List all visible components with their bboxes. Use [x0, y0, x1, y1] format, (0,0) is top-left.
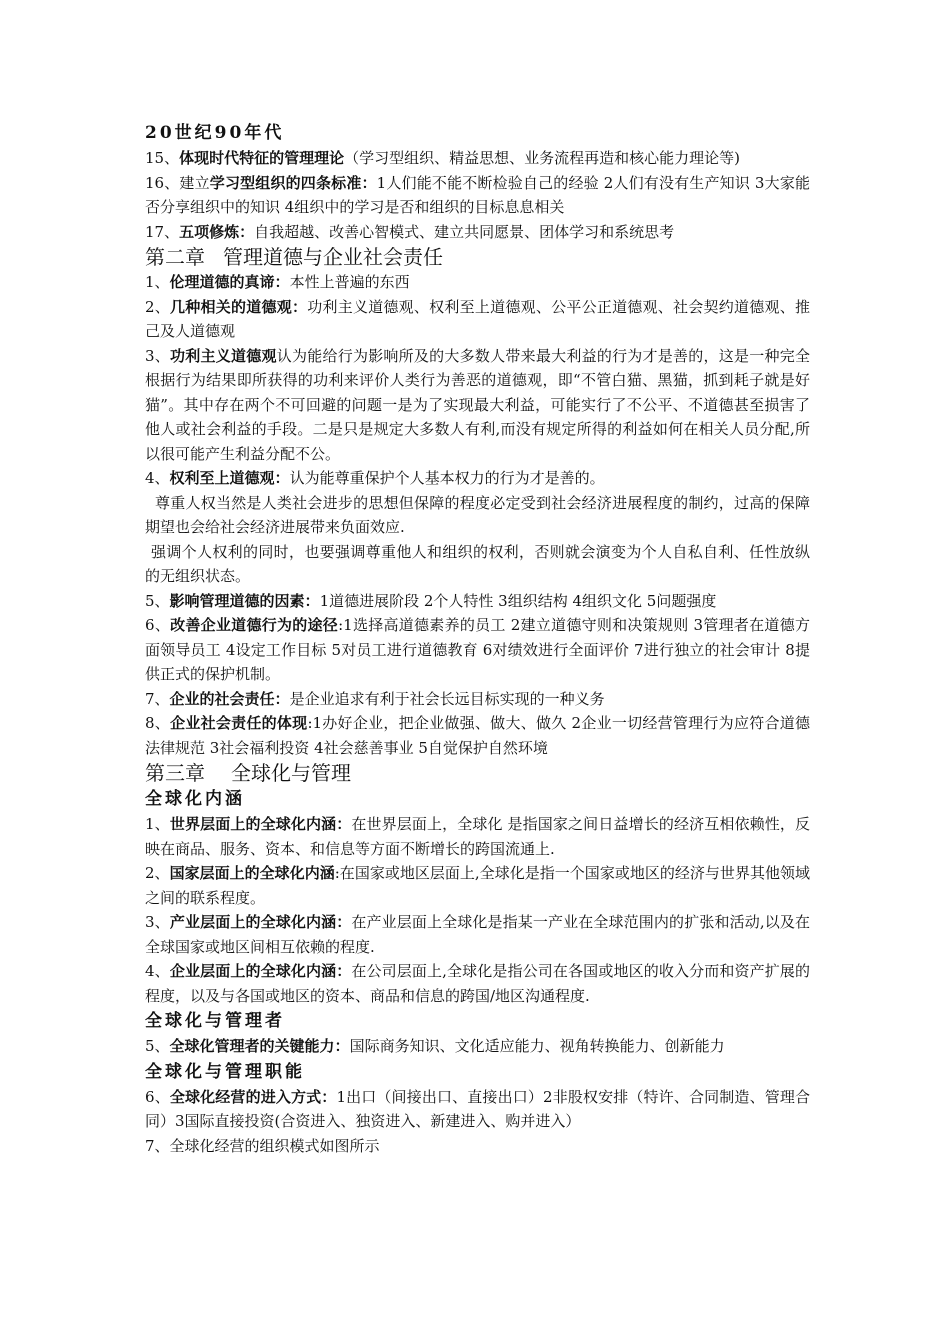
ch2-item-4 — [145, 466, 810, 491]
item-number: 2、 — [145, 864, 170, 882]
ch2-item-6 — [145, 613, 810, 687]
item-term: 几种相关的道德观： — [170, 297, 308, 316]
item-number: 6、 — [145, 616, 171, 634]
item-text: （学习型组织、精益思想、业务流程再造和核心能力理论等) — [344, 149, 740, 167]
ch3-item-7: 7、全球化经营的组织模式如图所示 — [145, 1136, 380, 1155]
section-heading-1990s: 20世纪90年代 — [145, 123, 285, 143]
ch3-item-3 — [145, 910, 810, 959]
ch2-item-2 — [145, 295, 810, 344]
item-term: 全球化管理者的关键能力： — [169, 1037, 350, 1055]
chapter-title: 全球化与管理 — [231, 761, 351, 785]
item-text: 在世界层面上，全球化 是指国家之间日益增长的经济互相依赖性，反映在商品、服务、资本、和信息等方面不断增长的跨国流通上. — [145, 815, 810, 858]
item-number: 7、 — [145, 689, 170, 708]
item-number: 2、 — [145, 297, 171, 316]
ch3-item-4 — [145, 959, 810, 1008]
ch2-item-4-para-2: 尊重人权当然是人类社会进步的思想但保障的程度必定受到社会经济进展程度的制约，过高的保障期望也会给社会经济进展带来负面效应. — [145, 493, 810, 536]
item-15 — [145, 146, 810, 171]
ch2-item-1 — [145, 270, 810, 295]
item-number: 5、 — [145, 1037, 170, 1055]
item-term: 企业层面上的全球化内涵： — [169, 962, 352, 980]
item-number: 17、 — [145, 222, 180, 241]
item-term: 国家层面上的全球化内涵 — [169, 864, 335, 882]
section-heading-globalization-functions: 全球化与管理职能 — [145, 1061, 305, 1082]
item-text: 在产业层面上全球化是指某一产业在全球范围内的扩张和活动,以及在全球国家或地区间相互依赖的程度. — [145, 913, 810, 956]
item-term: 企业社会责任的体现 — [170, 714, 308, 732]
chapter-number: 第二章 — [145, 245, 205, 269]
item-text: 1出口（间接出口、直接出口）2非股权安排（特许、合同制造、管理合同）3国际直接投资(合资进入、独资进入、新建进入、购并进入） — [145, 1087, 810, 1130]
ch3-item-5 — [145, 1034, 810, 1059]
item-number: 4、 — [145, 469, 170, 487]
item-term: 世界层面上的全球化内涵： — [169, 815, 352, 833]
ch3-item-2 — [145, 861, 810, 910]
item-16 — [145, 171, 810, 220]
chapter-title: 管理道德与企业社会责任 — [223, 245, 443, 269]
item-17 — [145, 220, 810, 245]
item-text: 认为能给行为影响所及的大多数人带来最大利益的行为才是善的，这是一种完全根据行为结果即所获得的功利来评价人类行为善恶的道德观，即“不管白猫、黑猫，抓到耗子就是好猫”。其中存在两个不可回避的问题一是为了实现最大利益，可能实行了不公平、不道德甚至损害了他人或社会利益的手段。二是只是规定大多数人有利,而没有规定所得的利益如何在相关人员分配,所以很可能产生利益分配不公。 — [145, 346, 810, 463]
ch2-item-3 — [145, 344, 810, 467]
item-text: 国际商务知识、文化适应能力、视角转换能力、创新能力 — [349, 1037, 725, 1055]
item-term: 学习型组织的四条标准： — [209, 173, 377, 192]
item-text: 1道德进展阶段 2个人特性 3组织结构 4组织文化 5问题强度 — [319, 591, 717, 610]
item-number: 8、 — [145, 714, 171, 732]
item-number: 16、建立 — [145, 173, 210, 192]
item-term: 企业的社会责任： — [169, 689, 290, 708]
ch2-item-8 — [145, 711, 810, 760]
item-number: 4、 — [145, 962, 170, 980]
ch2-item-7 — [145, 687, 810, 712]
section-heading-globalization-meaning: 全球化内涵 — [145, 789, 245, 809]
item-term: 产业层面上的全球化内涵： — [169, 913, 352, 931]
item-text: 是企业追求有利于社会长远目标实现的一种义务 — [289, 689, 605, 708]
chapter-2-heading — [145, 244, 810, 270]
item-term: 改善企业道德行为的途径 — [170, 616, 339, 634]
item-term: 体现时代特征的管理理论 — [179, 149, 345, 167]
ch3-item-6 — [145, 1085, 810, 1134]
ch3-item-1 — [145, 812, 810, 861]
item-number: 15、 — [145, 149, 180, 167]
item-text: 1人们能不能不断检验自己的经验 2人们有没有生产知识 3大家能否分享组织中的知识 4组织中的学习是否和组织的目标息息相关 — [145, 173, 810, 216]
item-term: 全球化经营的进入方式： — [169, 1087, 337, 1106]
ch2-item-4-para-3: 强调个人权利的同时，也要强调尊重他人和组织的权利，否则就会演变为个人自私自利、任性放纵的无组织状态。 — [145, 542, 810, 585]
item-text: 本性上普遍的东西 — [289, 273, 410, 291]
item-term: 伦理道德的真谛： — [169, 273, 290, 291]
item-text: :在国家或地区层面上,全球化是指一个国家或地区的经济与世界其他领域之间的联系程度。 — [145, 864, 810, 907]
item-text: :1办好企业，把企业做强、做大、做久 2企业一切经营管理行为应符合道德法律规范 3社会福利投资 4社会慈善事业 5自觉保护自然环境 — [145, 714, 810, 757]
ch2-item-5 — [145, 589, 810, 614]
item-number: 5、 — [145, 591, 170, 610]
item-text: 自我超越、改善心智模式、建立共同愿景、团体学习和系统思考 — [254, 222, 675, 241]
item-term: 功利主义道德观 — [170, 346, 277, 365]
item-term: 权利至上道德观： — [169, 469, 290, 487]
document-page — [145, 120, 810, 1158]
item-number: 1、 — [145, 273, 170, 291]
item-number: 6、 — [145, 1087, 170, 1106]
item-term: 影响管理道德的因素： — [169, 591, 320, 610]
item-text: 认为能尊重保护个人基本权力的行为才是善的。 — [289, 469, 605, 487]
item-text: 功利主义道德观、权利至上道德观、公平公正道德观、社会契约道德观、推己及人道德观 — [145, 297, 810, 340]
item-number: 3、 — [145, 913, 170, 931]
item-term: 五项修炼： — [179, 222, 255, 241]
chapter-3-heading — [145, 760, 810, 786]
chapter-number: 第三章 — [145, 761, 205, 785]
item-number: 3、 — [145, 346, 171, 365]
item-text: :1选择高道德素养的员工 2建立道德守则和决策规则 3管理者在道德方面领导员工 4设定工作目标 5对员工进行道德教育 6对绩效进行全面评价 7进行独立的社会审计 8提供正式的保护机制。 — [145, 616, 810, 683]
item-number: 1、 — [145, 815, 170, 833]
section-heading-globalization-managers: 全球化与管理者 — [145, 1011, 285, 1031]
item-text: 在公司层面上,全球化是指公司在各国或地区的收入分而和资产扩展的程度，以及与各国或地区的资本、商品和信息的跨国/地区沟通程度. — [145, 962, 810, 1005]
